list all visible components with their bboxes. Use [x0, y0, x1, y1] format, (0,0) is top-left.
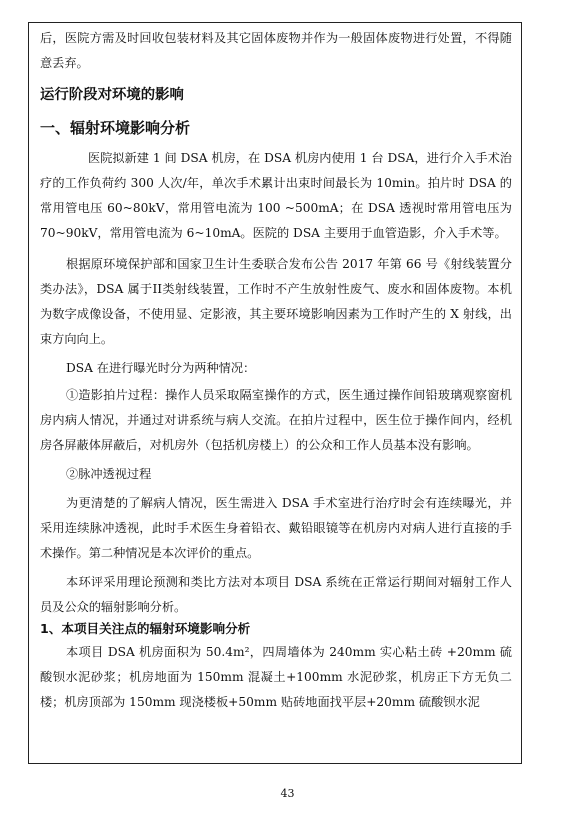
spacer — [40, 106, 512, 116]
paragraph-method: 本环评采用理论预测和类比方法对本项目 DSA 系统在正常运行期间对辐射工作人员及公众的辐射影响分析。 — [40, 575, 512, 614]
paragraph-dsa-room: 医院拟新建 1 间 DSA 机房，在 DSA 机房内使用 1 台 DSA，进行介入手术治疗的工作负荷约 300 人次/年，单次手术累计出束时间最长为 10min。拍片时 DSA 的常用管电压 60~80kV，常用管电流为 100 ~500mA；在 DSA 透视时常用管电压为 70~90kV，常用管电流为 6~10mA。医院的 DSA 主要用于血管造影，介入手术等。 — [40, 151, 512, 240]
document-frame — [28, 22, 522, 764]
paragraph-pulse: 为更清楚的了解病人情况，医生需进入 DSA 手术室进行治疗时会有连续曝光，并采用连续脉冲透视，此时手术医生身着铅衣、戴铅眼镜等在机房内对病人进行直接的手术操作。第二种情况是本次评价的重点。 — [40, 496, 512, 560]
paragraph-situation-1: ①造影拍片过程：操作人员采取隔室操作的方式，医生通过操作间铅玻璃观察窗机房内病人情况，并通过对讲系统与病人交流。在拍片过程中，医生位于操作间内，经机房各屏蔽体屏蔽后，对机房外（包括机房楼上）的公众和工作人员基本没有影响。 — [40, 388, 512, 452]
document-content — [40, 26, 512, 715]
paragraph-situation-2: ②脉冲透视过程 — [66, 467, 152, 481]
page-number: 43 — [280, 787, 295, 800]
paragraph-area: 本项目 DSA 机房面积为 50.4m²，四周墙体为 240mm 实心粘土砖 +20mm 硫酸钡水泥砂浆；机房地面为 150mm 混凝土+100mm 水泥砂浆，机房正下方无负二楼；机房顶部为 150mm 现浇楼板+50mm 贴砖地面找平层+20mm 硫酸钡水泥 — [40, 645, 512, 709]
section-title: 运行阶段对环境的影响 — [40, 87, 184, 103]
spacer — [40, 76, 512, 84]
subsection-title: 一、辐射环境影响分析 — [40, 119, 191, 137]
paragraph-two-situations: DSA 在进行曝光时分为两种情况： — [66, 361, 256, 375]
paragraph-top: 后，医院方需及时回收包装材料及其它固体废物并作为一般固体废物进行处置，不得随意丢弃。 — [40, 31, 512, 70]
heading-focus: 1、本项目关注点的辐射环境影响分析 — [40, 621, 251, 636]
paragraph-classification: 根据原环境保护部和国家卫生计生委联合发布公告 2017 年第 66 号《射线装置分类办法》，DSA 属于II类射线装置，工作时不产生放射性废气、废水和固体废物。本机为数字成像设备，不使用显、定影液，其主要环境影响因素为工作时产生的 X 射线，出束方向向上。 — [40, 257, 512, 346]
